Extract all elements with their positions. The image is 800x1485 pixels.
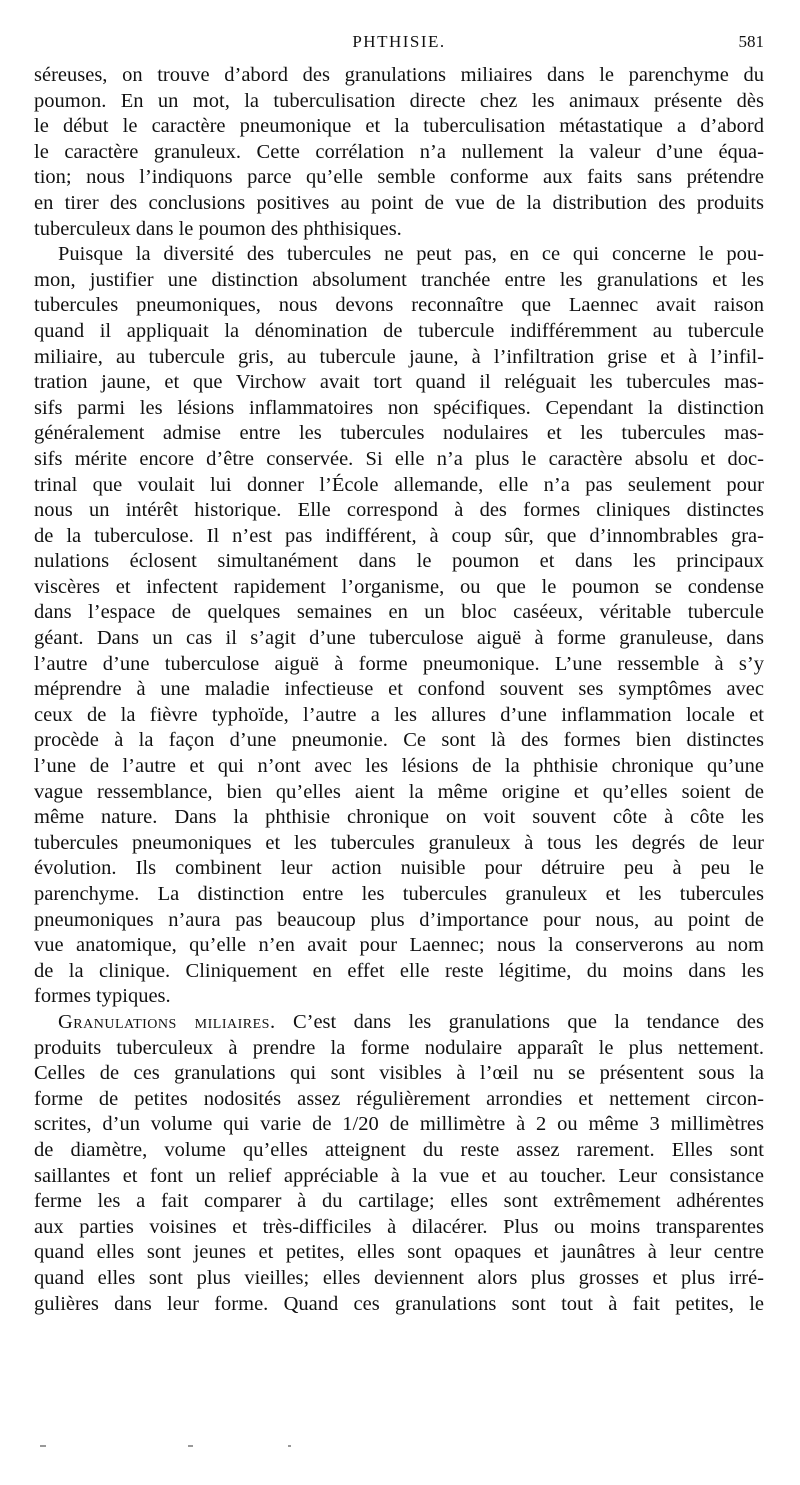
text-line: procède à la façon d’une pneumonie. Ce sont là des formes bien distinctes: [34, 729, 764, 752]
text-line: parenchyme. La distinction entre les tubercules granuleux et les tubercules: [34, 883, 764, 905]
text-line: quand il appliquait la dénomination de tubercule indifféremment au tubercule: [34, 319, 764, 342]
text-line: vue anatomique, qu’elle n’en avait pour Laennec; nous la conserverons au nom: [34, 934, 764, 957]
text-line: l’une de l’autre et qui n’ont avec les lésions de la phthisie chronique qu’une: [34, 755, 764, 778]
scan-speck: [288, 1445, 291, 1447]
text-line: évolution. Ils combinent leur action nuisible pour détruire peu à peu le: [34, 857, 764, 880]
text-line: scrites, d’un volume qui varie de 1/20 de millimètre à 2 ou même 3 millimètres: [34, 1113, 764, 1136]
text-line-rest: C’est dans les granulations que la tendance des: [275, 1010, 764, 1033]
text-line: vague ressemblance, bien qu’elles aient la même origine et qu’elles soient de: [34, 780, 764, 803]
text-line: le caractère granuleux. Cette corrélation n’a nullement la valeur d’une équa-: [34, 140, 764, 163]
text-line: quand elles sont plus vieilles; elles deviennent alors plus grosses et plus irré-: [34, 1266, 764, 1289]
text-line: sifs parmi les lésions inflammatoires non spécifiques. Cependant la distinction: [34, 396, 764, 419]
text-line: séreuses, on trouve d’abord des granulations miliaires dans le parenchyme du: [34, 64, 764, 86]
running-title: PHTHISIE.: [352, 32, 446, 51]
text-line: trinal que voulait lui donner l’École allemande, elle n’a pas seulement pour: [34, 473, 764, 496]
text-line: nous un intérêt historique. Elle correspond à des formes cliniques distinctes: [34, 499, 764, 522]
text-line: Puisque la diversité des tubercules ne peut pas, en ce qui concerne le pou-: [58, 243, 764, 266]
text-line: produits tuberculeux à prendre la forme nodulaire apparaît le plus nettement.: [34, 1036, 764, 1059]
text-line: ceux de la fièvre typhoïde, l’autre a les allures d’une inflammation locale et: [34, 703, 764, 726]
text-line: Celles de ces granulations qui sont visibles à l’œil nu se présentent sous la: [34, 1062, 764, 1085]
text-line: dans l’espace de quelques semaines en un bloc caséeux, véritable tubercule: [34, 601, 764, 624]
text-line: saillantes et font un relief appréciable à la vue et au toucher. Leur consistance: [34, 1164, 764, 1187]
text-line: tration jaune, et que Virchow avait tort quand il reléguait les tubercules mas-: [34, 371, 764, 394]
scan-speck: [40, 1445, 46, 1447]
text-line: de la tuberculose. Il n’est pas indifférent, à coup sûr, que d’innombrables gra-: [34, 524, 764, 547]
text-line: ferme les a fait comparer à du cartilage; elles sont extrêmement adhérentes: [34, 1190, 764, 1213]
text-line: de diamètre, volume qu’elles atteignent du reste assez rarement. Elles sont: [34, 1138, 764, 1161]
section-first-line: [34, 1010, 764, 1036]
text-line: de la clinique. Cliniquement en effet elle reste légitime, du moins dans les: [34, 959, 764, 982]
text-line: le début le caractère pneumonique et la tuberculisation métastatique a d’abord: [34, 115, 764, 138]
page-number: 581: [738, 32, 764, 51]
text-line: l’autre d’une tuberculose aiguë à forme pneumonique. L’une ressemble à s’y: [34, 652, 764, 675]
text-line: même nature. Dans la phthisie chronique on voit souvent côte à côte les: [34, 806, 764, 829]
text-line: tubercules pneumoniques, nous devons reconnaître que Laennec avait raison: [34, 294, 764, 317]
text-line: pneumoniques n’aura pas beaucoup plus d’importance pour nous, au point de: [34, 908, 764, 931]
text-line: sifs mérite encore d’être conservée. Si elle n’a plus le caractère absolu et doc-: [34, 447, 764, 470]
text-line: viscères et infectent rapidement l’organisme, ou que le poumon se condense: [34, 575, 764, 598]
text-line: formes typiques.: [34, 985, 171, 1008]
text-line: tuberculeux dans le poumon des phthisiques.: [34, 217, 402, 240]
text-line: méprendre à une maladie infectieuse et confond souvent ses symptômes avec: [34, 678, 764, 701]
text-line: miliaire, au tubercule gris, au tubercule jaune, à l’infiltration grise et à l’infil-: [34, 345, 764, 368]
text-line: gulières dans leur forme. Quand ces granulations sont tout à fait petites, le: [34, 1292, 764, 1315]
text-line: poumon. En un mot, la tuberculisation directe chez les animaux présente dès: [34, 89, 764, 112]
running-head: [34, 30, 764, 58]
text-line: quand elles sont jeunes et petites, elles sont opaques et jaunâtres à leur centre: [34, 1241, 764, 1264]
text-line: géant. Dans un cas il s’agit d’une tuberculose aiguë à forme granuleuse, dans: [34, 627, 764, 650]
text-line: forme de petites nodosités assez régulièrement arrondies et nettement circon-: [34, 1087, 764, 1110]
text-line: en tirer des conclusions positives au point de vue de la distribution des produits: [34, 191, 764, 214]
text-line: mon, justifier une distinction absolument tranchée entre les granulations et les: [34, 268, 764, 291]
text-line: tubercules pneumoniques et les tubercules granuleux à tous les degrés de leur: [34, 831, 764, 854]
scan-speck: [188, 1445, 193, 1447]
body-text: [34, 63, 764, 1317]
text-line: tion; nous l’indiquons parce qu’elle semble conforme aux faits sans prétendre: [34, 166, 764, 189]
section-heading: Granulations miliaires.: [58, 1010, 276, 1033]
text-line: nulations éclosent simultanément dans le poumon et dans les principaux: [34, 550, 764, 573]
text-line: généralement admise entre les tubercules nodulaires et les tubercules mas-: [34, 422, 764, 445]
text-line: aux parties voisines et très-difficiles à dilacérer. Plus ou moins transparentes: [34, 1215, 764, 1238]
